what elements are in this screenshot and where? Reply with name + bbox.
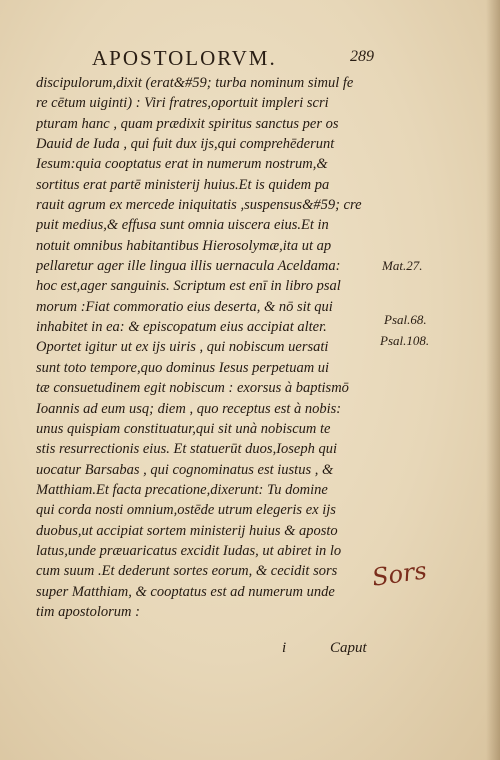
- margin-note-mat: Mat.27.: [382, 258, 423, 273]
- body-text: [36, 73, 378, 622]
- text-line: Dauid de Iuda , qui fuit dux ijs,qui comprehēderunt: [36, 136, 335, 153]
- text-line: tæ consuetudinem egit nobiscum : exorsus à baptismō: [36, 380, 349, 397]
- text-line: sunt toto tempore,quo dominus Iesus perpetuam ui: [36, 359, 330, 376]
- text-line: super Matthiam, & cooptatus est ad numerum unde: [36, 583, 335, 600]
- margin-note-psal108: Psal.108.: [380, 333, 430, 348]
- page-header: [0, 46, 500, 70]
- running-title: APOSTOLORVM.: [92, 46, 277, 70]
- text-line: stis resurrectionis eius. Et statuerūt duos,Ioseph qui: [36, 441, 338, 458]
- text-line: inhabitet in ea: & episcopatum eius accipiat alter.: [36, 319, 327, 336]
- catchword: Caput: [330, 640, 367, 656]
- text-line: morum :Fiat commoratio eius deserta, & nō sit qui: [36, 298, 333, 315]
- signature-mark: i: [282, 640, 287, 656]
- text-line: sortitus erat partē ministerij huius.Et is quidem pa: [36, 176, 330, 193]
- text-line: Oportet igitur ut ex ijs uiris , qui nobiscum uersati: [36, 339, 329, 356]
- margin-note-psal68: Psal.68.: [384, 312, 427, 327]
- page-footer: [0, 640, 500, 662]
- text-line: tim apostolorum :: [36, 603, 140, 620]
- text-line: discipulorum,dixit (erat&#59; turba nominum simul fe: [36, 75, 354, 91]
- text-line: Iesum:quia cooptatus erat in numerum nostrum,&: [36, 156, 328, 173]
- text-line: cum suum .Et dederunt sortes eorum, & cecidit sors: [36, 563, 338, 580]
- text-line: Matthiam.Et facta precatione,dixerunt: Tu domine: [36, 481, 328, 498]
- folio-number: 289: [350, 48, 374, 65]
- text-line: uocatur Barsabas , qui cognominatus est iustus , &: [36, 461, 334, 478]
- text-line: Ioannis ad eum usq; diem , quo receptus est à nobis:: [36, 400, 342, 417]
- text-line: pturam hanc , quam prædixit spiritus sanctus per os: [36, 115, 339, 132]
- text-line: pellaretur ager ille lingua illis uernacula Aceldama:: [36, 258, 341, 275]
- text-line: rauit agrum ex mercede iniquitatis ,suspensus&#59; cre: [36, 197, 362, 214]
- text-line: latus,unde præuaricatus excidit Iudas, ut abiret in lo: [36, 542, 342, 559]
- handwritten-annotation: Sors: [370, 556, 429, 592]
- text-line: hoc est,ager sanguinis. Scriptum est enī in libro psal: [36, 278, 341, 295]
- text-line: qui corda nosti omnium,ostēde utrum elegeris ex ijs: [36, 502, 336, 519]
- text-line: duobus,ut accipiat sortem ministerij huius & aposto: [36, 522, 338, 539]
- text-line: re cētum uiginti) : Viri fratres,oportuit impleri scri: [36, 95, 329, 112]
- text-line: puit medius,& effusa sunt omnia uiscera eius.Et in: [36, 217, 329, 234]
- text-line: unus quispiam constituatur,qui sit unà nobiscum te: [36, 420, 331, 437]
- text-line: notuit omnibus habitantibus Hierosolymæ,ita ut ap: [36, 237, 332, 254]
